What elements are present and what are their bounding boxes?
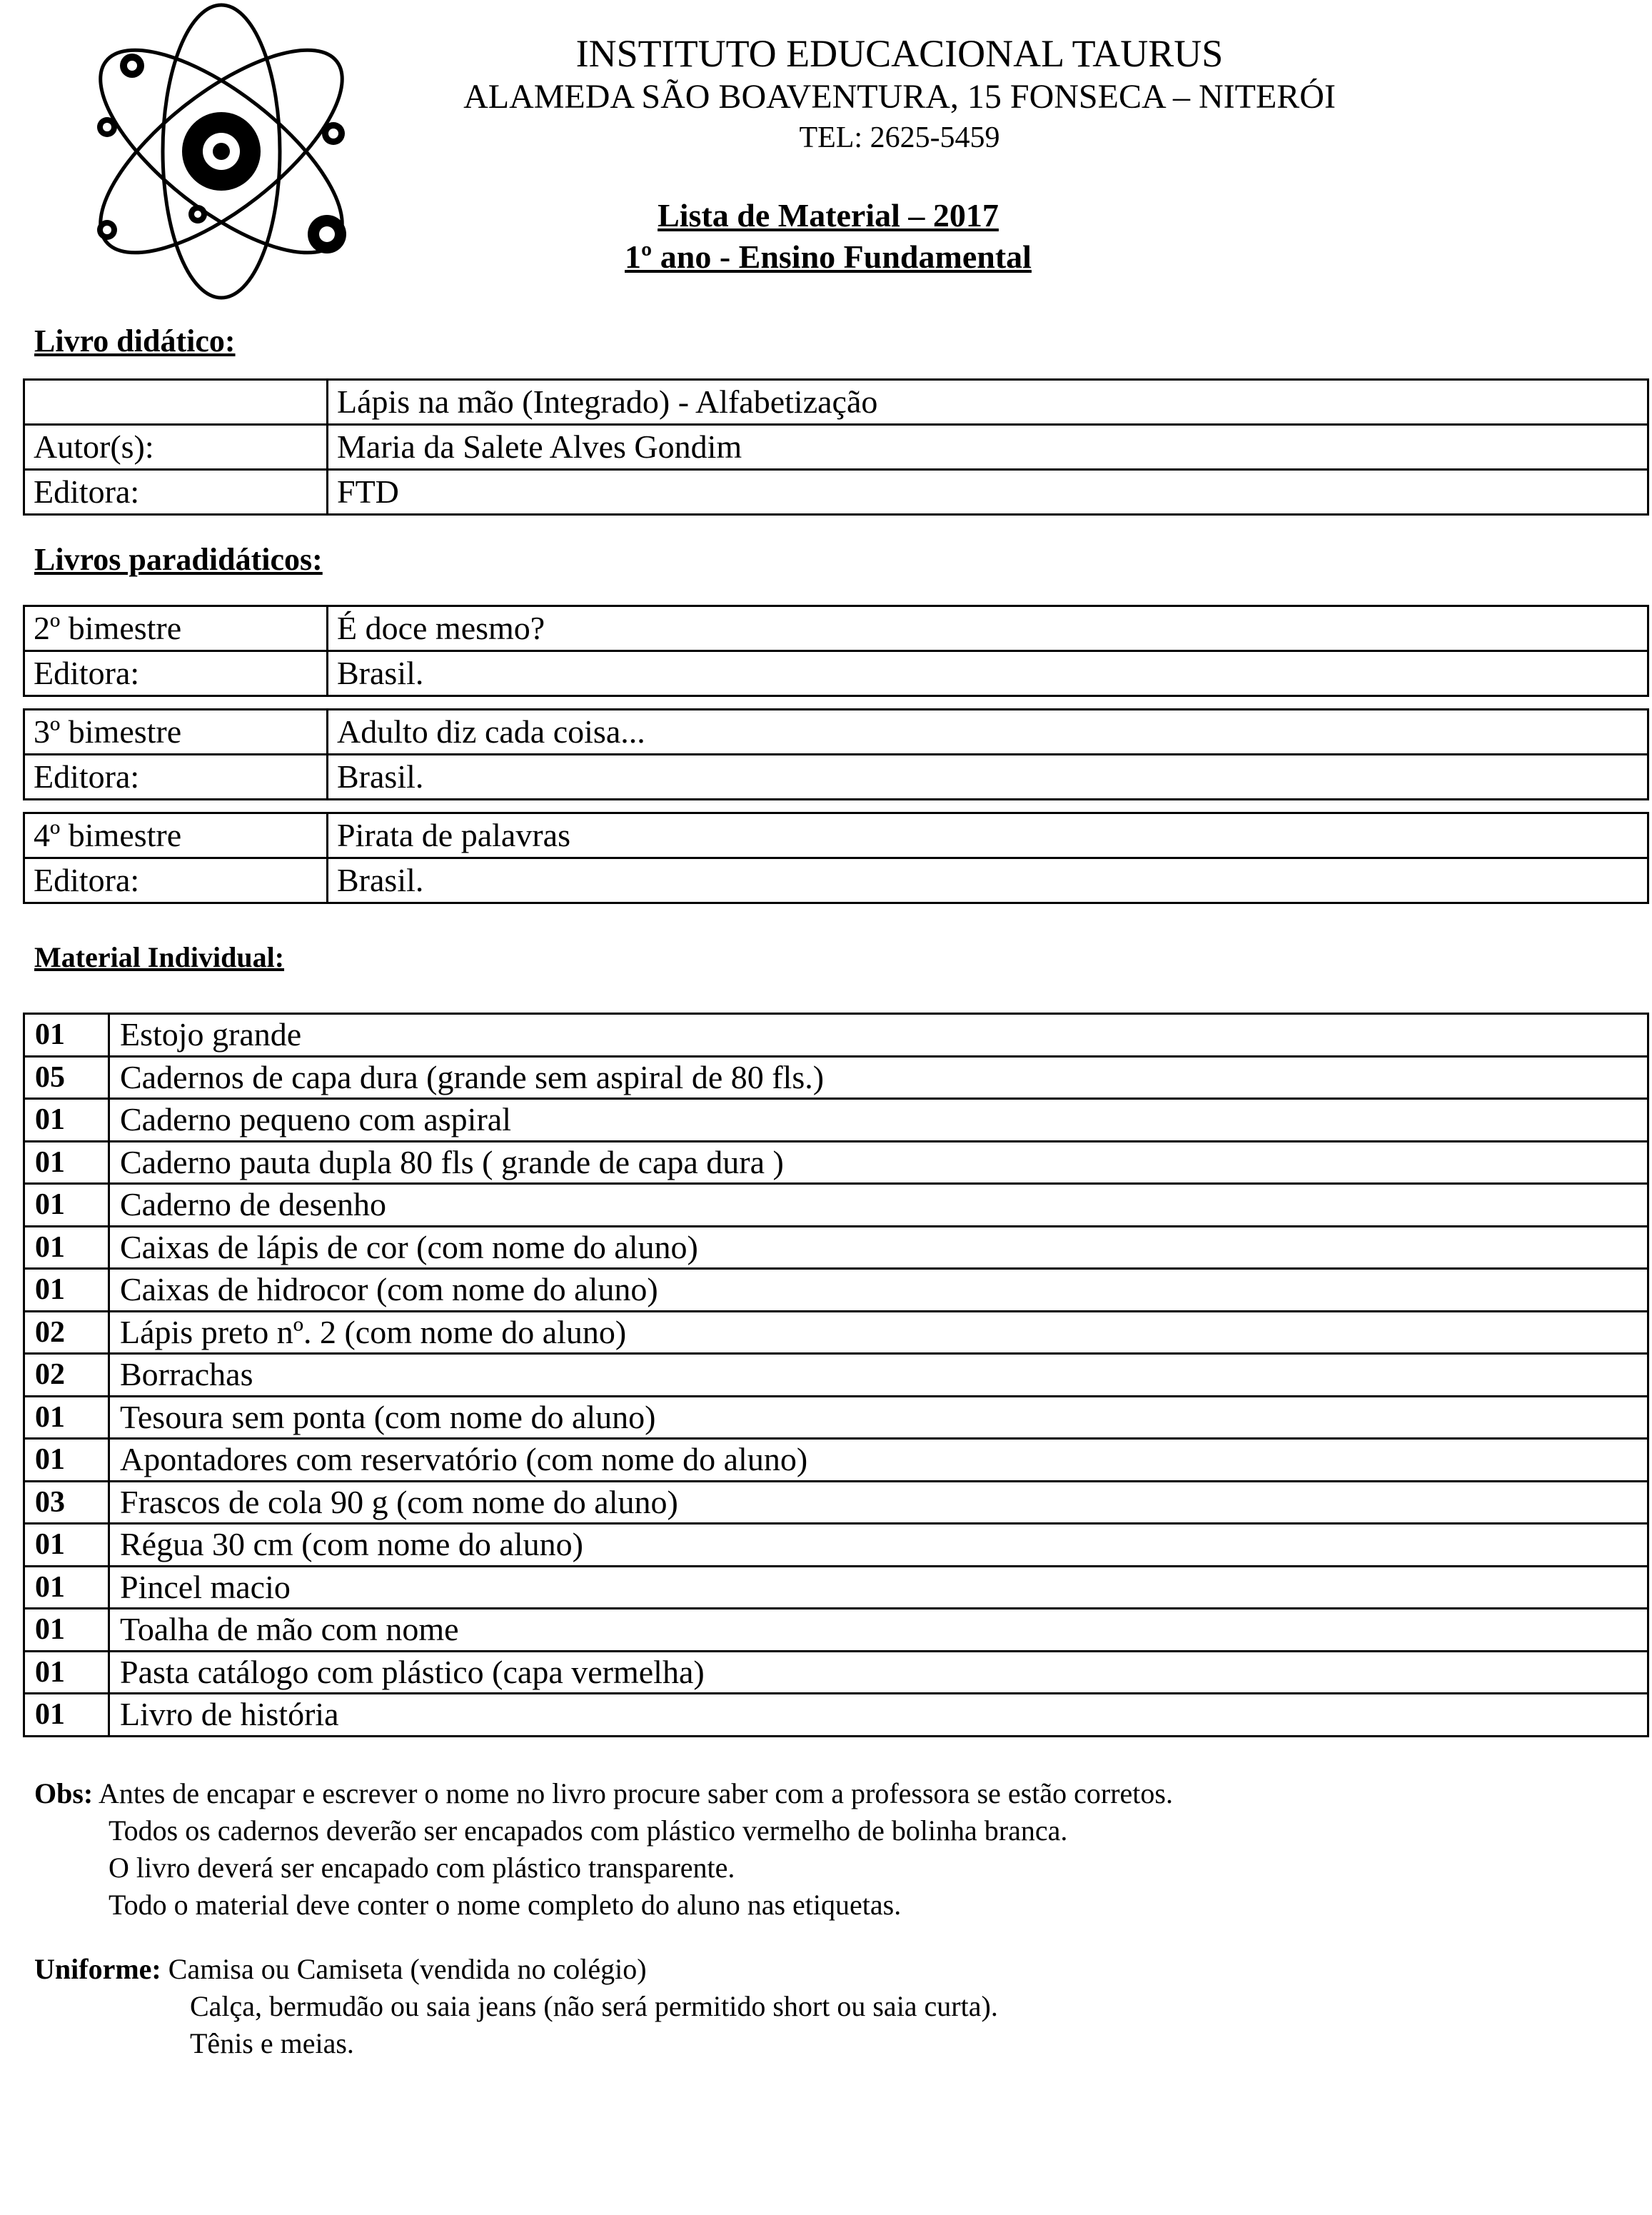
table-row (24, 1396, 1648, 1439)
atom-icon (71, 0, 371, 307)
item-description: Caderno de desenho (109, 1184, 1648, 1227)
item-description: Pincel macio (109, 1566, 1648, 1609)
item-description: Caderno pauta dupla 80 fls ( grande de capa dura ) (109, 1141, 1648, 1184)
item-quantity: 02 (24, 1311, 109, 1354)
table-row (24, 606, 1648, 651)
material-individual-table (23, 1013, 1649, 1737)
paradidatico-table-4-bimestre (23, 812, 1649, 904)
item-quantity: 01 (24, 1651, 109, 1694)
item-description: Apontadores com reservatório (com nome do aluno) (109, 1439, 1648, 1482)
item-quantity: 01 (24, 1609, 109, 1652)
table-row (24, 1056, 1648, 1099)
row-value: Brasil. (328, 755, 1648, 800)
table-row (24, 380, 1648, 425)
item-quantity: 01 (24, 1099, 109, 1142)
grade-title: 1º ano - Ensino Fundamental (625, 238, 1032, 275)
table-row (24, 755, 1648, 800)
uniforme-label: Uniforme: (34, 1953, 161, 1985)
table-row (24, 1354, 1648, 1397)
row-value: É doce mesmo? (328, 606, 1648, 651)
table-row (24, 651, 1648, 696)
table-row (24, 1269, 1648, 1312)
item-description: Cadernos de capa dura (grande sem aspiral de 80 fls.) (109, 1056, 1648, 1099)
item-description: Régua 30 cm (com nome do aluno) (109, 1524, 1648, 1567)
item-quantity: 01 (24, 1396, 109, 1439)
item-quantity: 01 (24, 1694, 109, 1737)
item-description: Estojo grande (109, 1014, 1648, 1057)
item-quantity: 01 (24, 1269, 109, 1312)
table-row (24, 470, 1648, 515)
item-description: Frascos de cola 90 g (com nome do aluno) (109, 1481, 1648, 1524)
item-quantity: 01 (24, 1226, 109, 1269)
item-quantity: 01 (24, 1184, 109, 1227)
row-label (24, 380, 328, 425)
uniforme-line-3: Tênis e meias. (190, 2027, 354, 2059)
table-row (24, 1481, 1648, 1524)
table-row (24, 1184, 1648, 1227)
row-label: 3º bimestre (24, 710, 328, 755)
section-heading-paradidaticos: Livros paradidáticos: (34, 542, 323, 577)
table-row (24, 858, 1648, 903)
item-quantity: 01 (24, 1141, 109, 1184)
paradidatico-table-3-bimestre (23, 708, 1649, 800)
table-row (24, 1439, 1648, 1482)
paradidatico-table-2-bimestre (23, 605, 1649, 697)
row-label: 2º bimestre (24, 606, 328, 651)
row-label: Autor(s): (24, 425, 328, 470)
item-quantity: 02 (24, 1354, 109, 1397)
table-row (24, 813, 1648, 858)
table-row (24, 1014, 1648, 1057)
item-quantity: 01 (24, 1566, 109, 1609)
table-row (24, 1099, 1648, 1142)
row-label: Editora: (24, 755, 328, 800)
school-name: INSTITUTO EDUCACIONAL TAURUS (575, 32, 1224, 75)
row-value: Maria da Salete Alves Gondim (328, 425, 1648, 470)
item-quantity: 01 (24, 1014, 109, 1057)
row-label: 4º bimestre (24, 813, 328, 858)
item-description: Caderno pequeno com aspiral (109, 1099, 1648, 1142)
section-heading-livro-didatico: Livro didático: (34, 323, 236, 358)
row-value: Lápis na mão (Integrado) - Alfabetização (328, 380, 1648, 425)
uniforme-line-1: Camisa ou Camiseta (vendida no colégio) (168, 1953, 647, 1985)
school-phone: TEL: 2625-5459 (799, 121, 1000, 154)
obs-line-3: O livro deverá ser encapado com plástico transparente. (109, 1852, 735, 1884)
item-description: Caixas de hidrocor (com nome do aluno) (109, 1269, 1648, 1312)
school-address: ALAMEDA SÃO BOAVENTURA, 15 FONSECA – NITERÓI (463, 78, 1336, 116)
list-title: Lista de Material – 2017 (658, 197, 999, 233)
row-label: Editora: (24, 470, 328, 515)
item-description: Borrachas (109, 1354, 1648, 1397)
section-heading-material-individual: Material Individual: (34, 941, 285, 973)
item-description: Pasta catálogo com plástico (capa vermelha) (109, 1651, 1648, 1694)
item-description: Tesoura sem ponta (com nome do aluno) (109, 1396, 1648, 1439)
obs-note (34, 1775, 1173, 1812)
obs-line-1: Antes de encapar e escrever o nome no livro procure saber com a professora se estão corretos. (99, 1777, 1173, 1809)
obs-line-2: Todos os cadernos deverão ser encapados com plástico vermelho de bolinha branca. (109, 1814, 1068, 1847)
table-row (24, 1651, 1648, 1694)
table-row (24, 1311, 1648, 1354)
table-row (24, 1141, 1648, 1184)
item-quantity: 03 (24, 1481, 109, 1524)
table-row (24, 1524, 1648, 1567)
table-row (24, 425, 1648, 470)
item-quantity: 05 (24, 1056, 109, 1099)
item-quantity: 01 (24, 1439, 109, 1482)
uniforme-line-2: Calça, bermudão ou saia jeans (não será permitido short ou saia curta). (190, 1990, 998, 2022)
row-value: FTD (328, 470, 1648, 515)
row-value: Brasil. (328, 651, 1648, 696)
row-value: Pirata de palavras (328, 813, 1648, 858)
table-row (24, 1226, 1648, 1269)
row-value: Brasil. (328, 858, 1648, 903)
obs-line-4: Todo o material deve conter o nome completo do aluno nas etiquetas. (109, 1889, 902, 1921)
item-description: Caixas de lápis de cor (com nome do aluno) (109, 1226, 1648, 1269)
item-quantity: 01 (24, 1524, 109, 1567)
row-label: Editora: (24, 651, 328, 696)
row-value: Adulto diz cada coisa... (328, 710, 1648, 755)
table-row (24, 710, 1648, 755)
row-label: Editora: (24, 858, 328, 903)
item-description: Toalha de mão com nome (109, 1609, 1648, 1652)
table-row (24, 1694, 1648, 1737)
table-row (24, 1609, 1648, 1652)
table-row (24, 1566, 1648, 1609)
uniforme-note (34, 1951, 647, 1988)
livro-didatico-table (23, 378, 1649, 516)
obs-label: Obs: (34, 1777, 94, 1809)
item-description: Lápis preto nº. 2 (com nome do aluno) (109, 1311, 1648, 1354)
item-description: Livro de história (109, 1694, 1648, 1737)
